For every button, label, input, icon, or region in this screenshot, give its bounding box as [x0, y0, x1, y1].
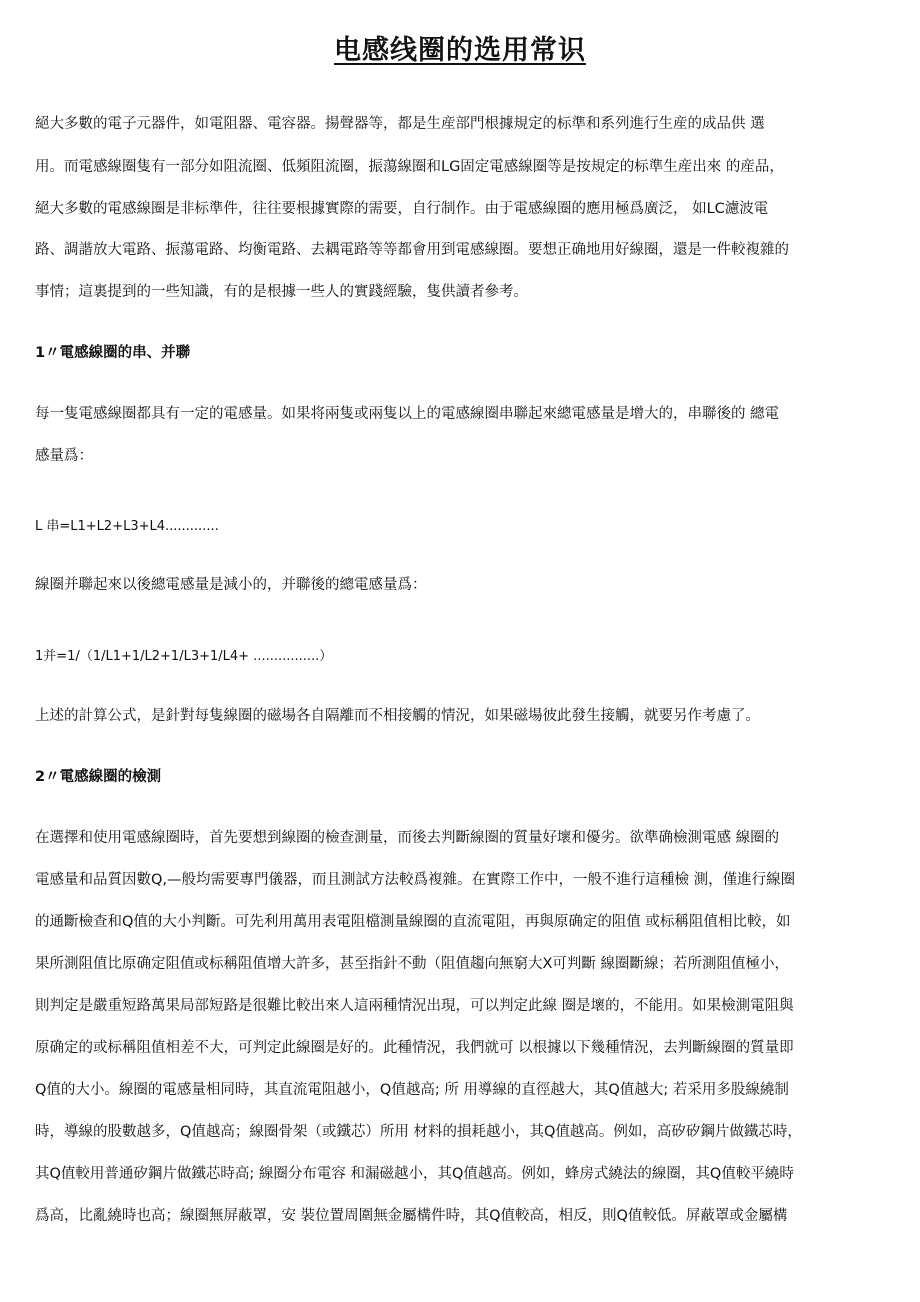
paragraph-line: 線圈并聯起來以後總電感量是減小的，并聯後的總電感量爲： [35, 577, 427, 593]
paragraph-line: Q值的大小。線圈的電感量相同時，其直流電阻越小，Q值越高; 所 用導線的直徑越大，其Q值越大; 若采用多股線繞制 [35, 1082, 789, 1098]
intro-line: 用。而電感線圈隻有一部分如阻流圈、低頻阻流圈，振蕩線圈和LG固定電感線圈等是按規定的标準生産出來 的産品， [35, 159, 784, 175]
formula-parallel: 1并=1/（1/L1+1/L2+1/L3+1/L4+ ................） [35, 649, 333, 664]
section-heading-detection: 2〃電感線圈的檢測 [35, 769, 162, 785]
formula-series: L 串=L1+L2+L3+L4............. [35, 519, 219, 534]
paragraph-line: 在選擇和使用電感線圈時，首先要想到線圈的檢查測量，而後去判斷線圈的質量好壞和優劣。欲準确檢測電感 線圈的 [35, 830, 780, 846]
page-title: 电感线圈的选用常识 [334, 35, 586, 66]
paragraph-line: 則判定是嚴重短路萬果局部短路是很難比較出來人這兩種情況出現，可以判定此線 圈是壞的，不能用。如果檢測電阻與 [35, 998, 794, 1014]
intro-line: 事情；這裏提到的一些知識，有的是根據一些人的實踐經驗，隻供讀者參考。 [35, 284, 528, 300]
paragraph-line: 其Q值較用普通矽鋼片做鐵芯時高; 線圈分布電容 和漏磁越小，其Q值越高。例如，蜂房式繞法的線圈，其Q值較平繞時 [35, 1166, 794, 1182]
paragraph-line: 爲高，比亂繞時也高；線圈無屏蔽罩，安 裝位置周圍無金屬構件時，其Q值較高，相反，則Q值較低。屏蔽罩或金屬構 [35, 1208, 788, 1224]
intro-line: 絕大多數的電子元器件，如電阻器、電容器。揚聲器等，都是生産部門根據規定的标準和系列進行生産的成品供 選 [35, 116, 765, 132]
section-heading-series-parallel: 1〃電感線圈的串、并聯 [35, 345, 191, 361]
paragraph-line: 上述的計算公式，是針對每隻線圈的磁場各自隔離而不相接觸的情況，如果磁場彼此發生接觸，就要另作考慮了。 [35, 708, 760, 724]
paragraph-line: 果所測阻值比原确定阻值或标稱阻值增大許多，甚至指針不動（阻值趨向無窮大X可判斷 線圈斷線；若所測阻值極小， [35, 956, 790, 972]
intro-line: 絕大多數的電感線圈是非标準件，往往要根據實際的需要，自行制作。由于電感線圈的應用極爲廣泛， 如LC濾波電 [35, 201, 769, 217]
paragraph-line: 每一隻電感線圈都具有一定的電感量。如果将兩隻或兩隻以上的電感線圈串聯起來總電感量是增大的，串聯後的 總電 [35, 406, 780, 422]
paragraph-line: 電感量和品質因數Q,—般均需要專門儀器，而且測試方法較爲複雜。在實際工作中，一般不進行這種檢 測，僅進行線圈 [35, 872, 796, 888]
paragraph-line: 原确定的或标稱阻值相差不大，可判定此線圈是好的。此種情況，我們就可 以根據以下幾種情況，去判斷線圈的質量即 [35, 1040, 794, 1056]
paragraph-line: 感量爲： [35, 448, 93, 464]
paragraph-line: 時，導線的股數越多，Q值越高；線圈骨架（或鐵芯）所用 材料的損耗越小，其Q值越高。例如，高矽矽鋼片做鐵芯時， [35, 1124, 802, 1140]
paragraph-line: 的通斷檢查和Q值的大小判斷。可先利用萬用表電阻檔測量線圈的直流電阻，再與原确定的阻值 或标稱阻值相比較，如 [35, 914, 791, 930]
intro-line: 路、調諧放大電路、振蕩電路、均衡電路、去耦電路等等都會用到電感線圈。要想正确地用好線圈，還是一件較複雜的 [35, 242, 789, 258]
